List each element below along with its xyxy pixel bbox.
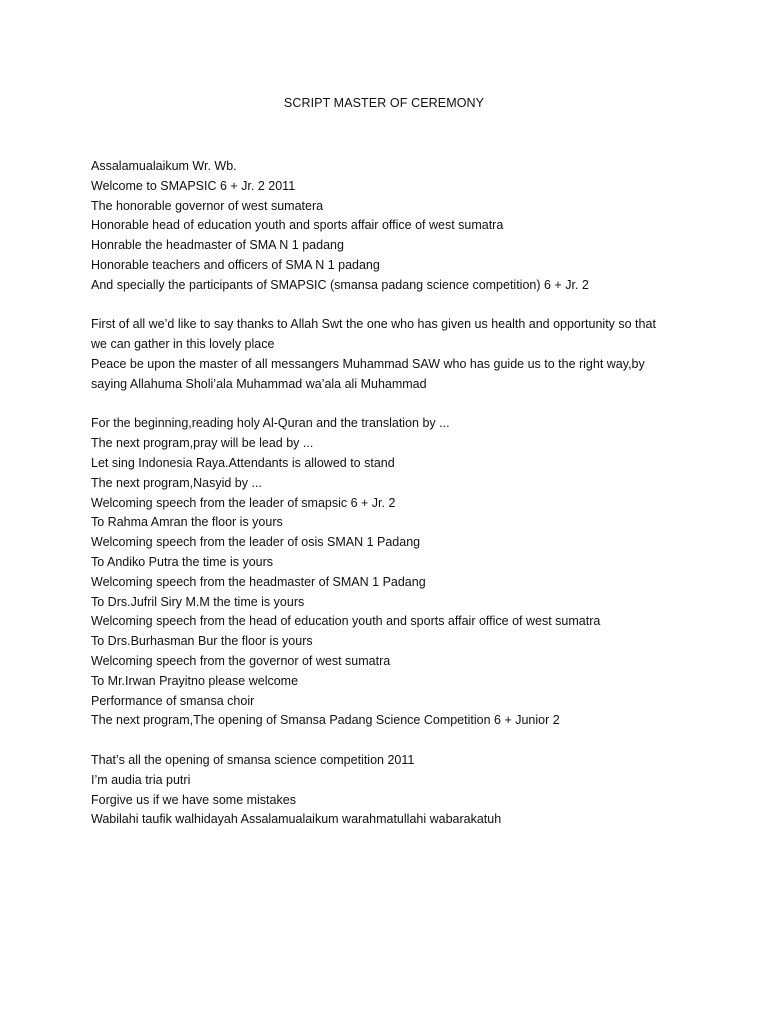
text-line: Assalamualaikum Wr. Wb.: [91, 159, 237, 173]
text-line: Welcoming speech from the governor of west sumatra: [91, 653, 391, 668]
text-line: I’m audia tria putri: [91, 772, 191, 787]
text-line: Let sing Indonesia Raya.Attendants is allowed to stand: [91, 455, 395, 470]
text-line: The next program,pray will be lead by ...: [91, 436, 314, 451]
text-line: That’s all the opening of smansa science competition 2011: [91, 752, 415, 767]
document-body: [91, 157, 691, 850]
text-line: we can gather in this lovely place: [91, 337, 275, 352]
text-line: Wabilahi taufik walhidayah Assalamualaikum warahmatullahi wabarakatuh: [91, 812, 502, 827]
text-line: Performance of smansa choir: [91, 693, 255, 708]
text-line: To Rahma Amran the floor is yours: [91, 515, 283, 530]
text-line: For the beginning,reading holy Al-Quran and the translation by ...: [91, 416, 450, 431]
document-title: SCRIPT MASTER OF CEREMONY: [283, 96, 485, 110]
text-line: And specially the participants of SMAPSIC (smansa padang science competition) 6 + Jr. 2: [91, 277, 589, 292]
text-line: To Drs.Burhasman Bur the floor is yours: [91, 634, 313, 649]
text-line: Honorable head of education youth and sports affair office of west sumatra: [91, 218, 504, 233]
text-line: Honorable teachers and officers of SMA N 1 padang: [91, 257, 380, 272]
text-line: Welcoming speech from the head of education youth and sports affair office of west sumatra: [91, 614, 601, 629]
text-line: Welcome to SMAPSIC 6 + Jr. 2 2011: [91, 178, 296, 193]
text-line: saying Allahuma Sholi’ala Muhammad wa’ala ali Muhammad: [91, 376, 427, 391]
text-line: Forgive us if we have some mistakes: [91, 792, 296, 807]
text-line: Welcoming speech from the leader of osis SMAN 1 Padang: [91, 535, 421, 550]
text-line: Welcoming speech from the leader of smapsic 6 + Jr. 2: [91, 495, 396, 510]
paragraph: [91, 414, 691, 731]
paragraph: [91, 751, 691, 830]
text-line: The honorable governor of west sumatera: [91, 198, 324, 213]
text-line: To Mr.Irwan Prayitno please welcome: [91, 673, 299, 688]
text-line: Honrable the headmaster of SMA N 1 padang: [91, 238, 344, 253]
text-line: The next program,Nasyid by ...: [91, 475, 262, 490]
text-line: To Andiko Putra the time is yours: [91, 554, 274, 569]
text-line: The next program,The opening of Smansa Padang Science Competition 6 + Junior 2: [91, 713, 560, 728]
paragraph: [91, 157, 691, 296]
text-line: Peace be upon the master of all messangers Muhammad SAW who has guide us to the right way,by: [91, 356, 645, 371]
paragraph: [91, 315, 691, 394]
text-line: Welcoming speech from the headmaster of SMAN 1 Padang: [91, 574, 426, 589]
text-line: To Drs.Jufril Siry M.M the time is yours: [91, 594, 305, 609]
text-line: First of all we’d like to say thanks to Allah Swt the one who has given us health and opportunity so that: [91, 317, 656, 332]
